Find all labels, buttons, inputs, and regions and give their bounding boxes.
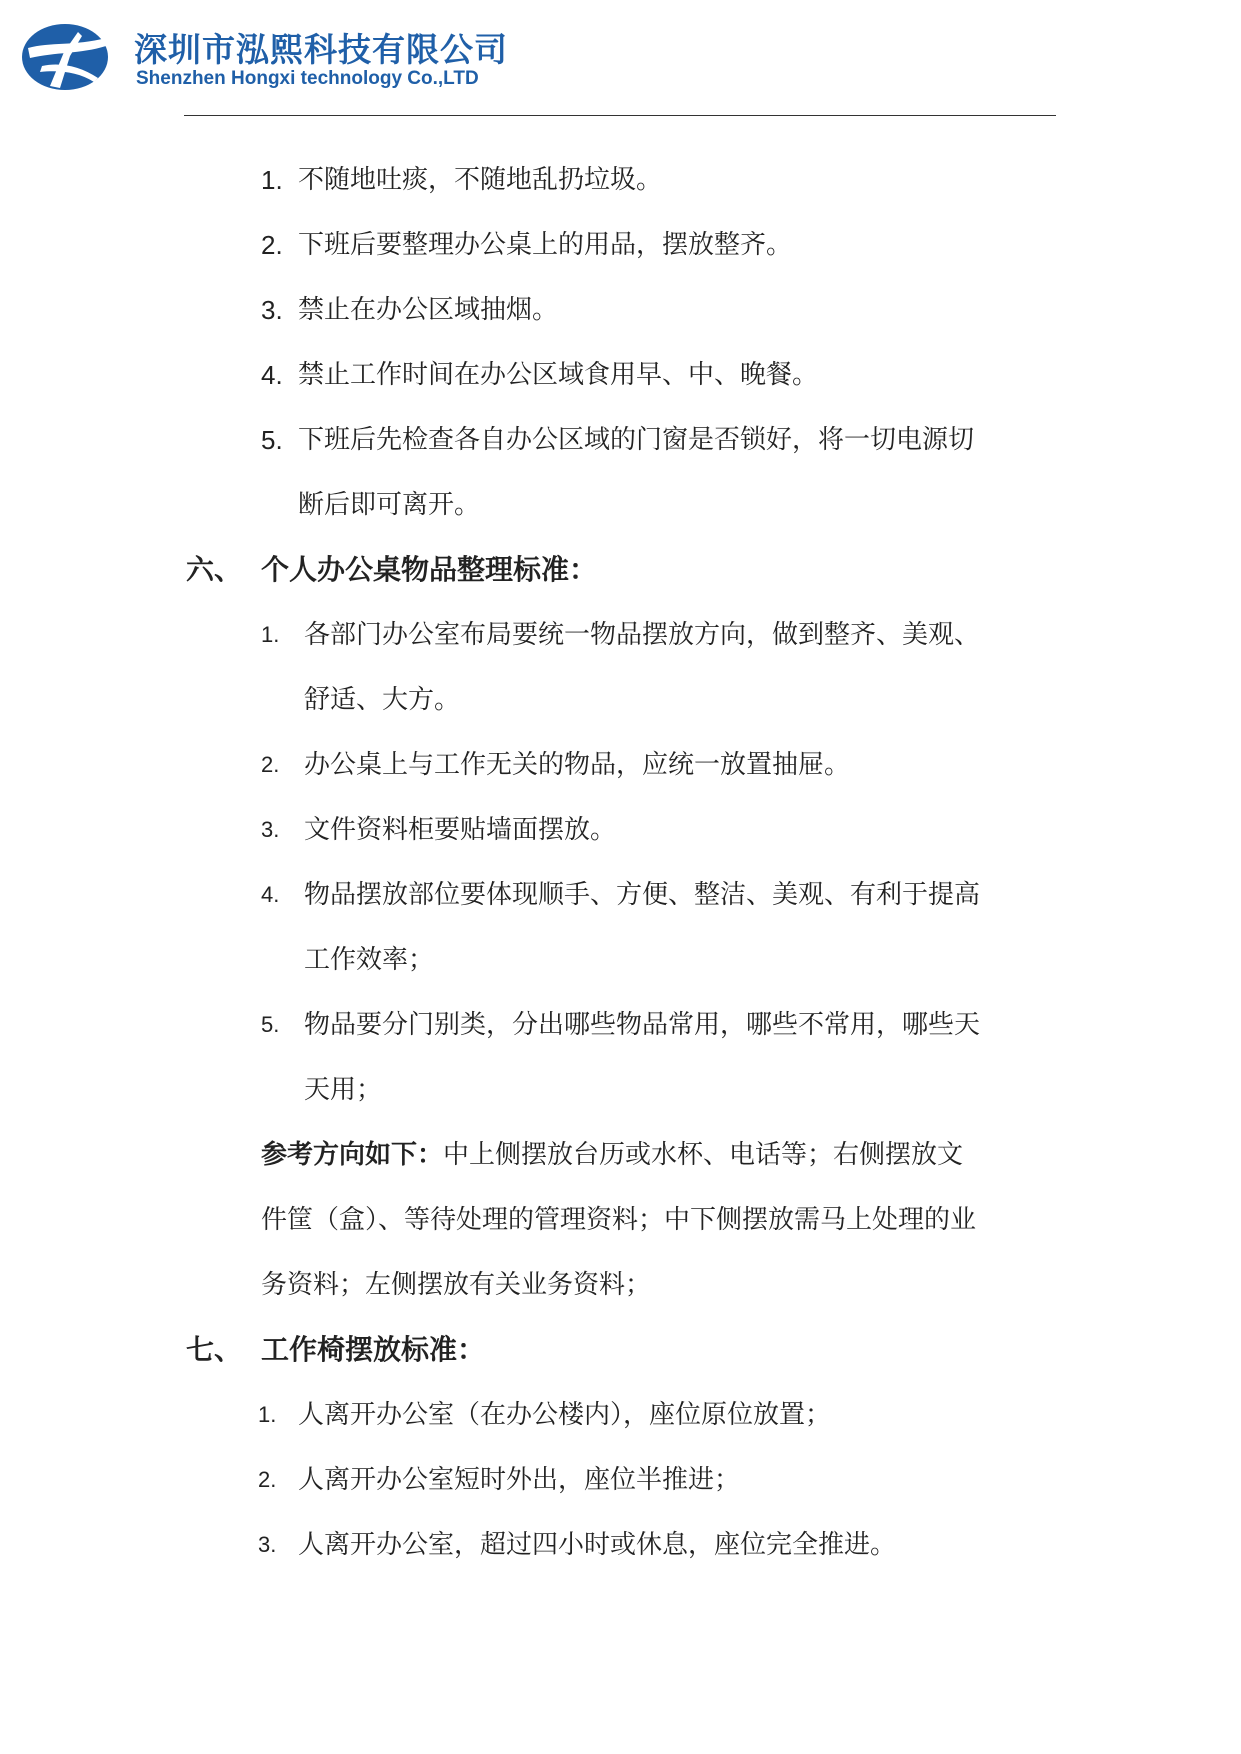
reference-text: 件筐（盒）、等待处理的管理资料；中下侧摆放需马上处理的业 — [261, 1205, 977, 1235]
list-number: 5. — [261, 1012, 280, 1037]
list-number: 3. — [261, 295, 283, 325]
list-item: 各部门办公室布局要统一物品摆放方向，做到整齐、美观、 — [304, 620, 981, 650]
section-title: 工作椅摆放标准： — [261, 1333, 486, 1366]
header-divider — [184, 115, 1056, 116]
list-item: 人离开办公室（在办公楼内），座位原位放置； — [298, 1400, 832, 1430]
list-number: 1. — [258, 1402, 277, 1427]
list-item: 不随地吐痰，不随地乱扔垃圾。 — [298, 165, 663, 195]
list-item: 物品摆放部位要体现顺手、方便、整洁、美观、有利于提高 — [304, 880, 981, 910]
section-number: 六、 — [186, 553, 243, 586]
list-number: 2. — [261, 230, 283, 260]
list-number: 1. — [261, 165, 283, 195]
company-logo-icon — [20, 22, 110, 92]
reference-paragraph — [261, 1138, 963, 1172]
list-number: 2. — [261, 752, 280, 777]
list-number: 4. — [261, 360, 283, 390]
reference-text: 务资料；左侧摆放有关业务资料； — [261, 1270, 652, 1300]
list-item-continuation: 天用； — [304, 1075, 383, 1105]
company-name-en: Shenzhen Hongxi technology Co.,LTD — [136, 68, 479, 89]
list-item: 禁止在办公区域抽烟。 — [298, 295, 559, 325]
reference-label: 参考方向如下： — [261, 1140, 444, 1170]
list-item: 办公桌上与工作无关的物品，应统一放置抽屉。 — [304, 750, 851, 780]
list-item-continuation: 舒适、大方。 — [304, 685, 461, 715]
list-item: 人离开办公室短时外出，座位半推进； — [298, 1465, 741, 1495]
list-item: 下班后先检查各自办公区域的门窗是否锁好，将一切电源切 — [298, 425, 975, 455]
list-number: 4. — [261, 882, 280, 907]
list-number: 3. — [258, 1532, 277, 1557]
section-title: 个人办公桌物品整理标准： — [261, 553, 598, 586]
list-item: 禁止工作时间在办公区域食用早、中、晚餐。 — [298, 360, 819, 390]
list-item: 物品要分门别类，分出哪些物品常用，哪些不常用，哪些天 — [304, 1010, 981, 1040]
list-item-continuation: 断后即可离开。 — [298, 490, 481, 520]
list-item: 人离开办公室，超过四小时或休息，座位完全推进。 — [298, 1530, 897, 1560]
list-number: 2. — [258, 1467, 277, 1492]
list-number: 1. — [261, 622, 280, 647]
reference-text: 中上侧摆放台历或水杯、电话等；右侧摆放文 — [443, 1140, 964, 1170]
list-item-continuation: 工作效率； — [304, 945, 435, 975]
list-item: 下班后要整理办公桌上的用品，摆放整齐。 — [298, 230, 793, 260]
list-number: 5. — [261, 425, 283, 455]
section-number: 七、 — [186, 1333, 243, 1366]
list-number: 3. — [261, 817, 280, 842]
list-item: 文件资料柜要贴墙面摆放。 — [304, 815, 617, 845]
page-header — [20, 22, 620, 92]
company-name-cn: 深圳市泓熙科技有限公司 — [134, 30, 508, 69]
